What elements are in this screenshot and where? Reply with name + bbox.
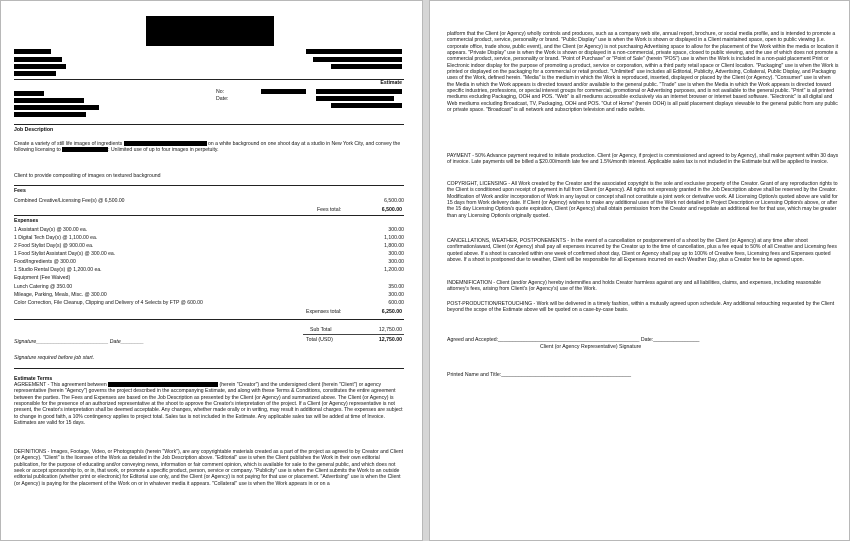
cancellations-paragraph: CANCELLATIONS, WEATHER, POSTPONEMENTS - In the event of a cancellation or postponement of a shoot by the Client (or Agency) at any time after shoot confirmation/award, Client (or Agency) shall pay all expenses incurred by the Creator up to the time of cancellation, plus a fee equal to 50% of all Creative and Licensing fees quoted above. If a shoot is canceled within one week of confirmed shoot day, Client or Agency shall pay up to 100% of Creative fees, Licensing fees and Expenses quoted above. If a shoot is postponed due to weather, Client will be responsible for all Expenses incurred on each Weather Day, plus a Creator fee to be agreed upon.: [447, 238, 837, 264]
redacted-client-line: [14, 98, 84, 103]
redacted-client-line: [14, 91, 44, 96]
expense-item: Equipment (Fee Waived): [14, 275, 71, 281]
copyright-paragraph: COPYRIGHT, LICENSING - All Work created by the Creator and the associated copyright is the sole and exclusive property of the Creator. Grant of any reproduction rights to the Client is conditioned upon receipt of payment in full from Client (or Agency). All rights not expressly granted in the Job Description above shall be reserved by the Creator. Modification of Work and/or incorporation of Work in any layout or concept shall not constitute a joint work or derivative work. All Licensing Option/s quoted above are valid for 15 days from Work delivery date. If Client (or Agency) wishes to make any additional uses of the Work not detailed in Project Description or Licensing Option/s above, or after the 15 day Licensing Option/s quote expiration, Client (or Agency) shall obtain permission from the Creator and negotiate an additional fee for that use, which may be greater than any Licensing Option/s originally quoted.: [447, 181, 838, 219]
signature-line[interactable]: Signature_________________________ Date________: [14, 339, 144, 345]
expense-item: 1 Assistant Day(s) @ 300.00 ea. 300.00: [14, 227, 404, 233]
redacted-contact-line: [331, 64, 402, 69]
redacted-address-line: [14, 71, 56, 76]
redacted-address-line: [14, 64, 66, 69]
header-divider: [14, 79, 404, 80]
post-production-paragraph: POST-PRODUCTION/RETOUCHING - Work will be delivered in a timely fashion, within a mutually agreed upon schedule. Any additional retouching requested by the Client beyond the scope of the Estimate above will be quoted on a case-by-case basis.: [447, 301, 835, 314]
job-description-note: Client to provide compositing of images on textured background: [14, 173, 161, 179]
section-divider: [14, 124, 404, 125]
redacted-estimate-info: [316, 96, 394, 101]
redacted-client-line: [14, 112, 86, 117]
expense-item: 2 Food Stylist Day(s) @ 900.00 ea. 1,800.00: [14, 243, 404, 249]
fees-heading: Fees: [14, 188, 26, 194]
expenses-total-value: 6,250.00: [381, 309, 402, 315]
section-divider: [14, 185, 404, 186]
section-divider: [14, 215, 404, 216]
expense-item: 1 Studio Rental Day(s) @ 1,200.00 ea. 1,200.00: [14, 267, 404, 273]
estimate-page-1: [0, 0, 423, 541]
estimate-page-2: [429, 0, 850, 541]
expense-item: Lunch Catering @ 350.00 350.00: [14, 284, 404, 290]
fees-total-value: 6,500.00: [381, 207, 402, 213]
estimate-number-label: No:: [216, 89, 225, 95]
indemnification-paragraph: INDEMNIFICATION - Client (and/or Agency) hereby indemnifies and holds Creator harmless against any and all liabilities, claims, and expenses, including reasonable attorney's fees, arising from Client's (or Agency's) use of the Work.: [447, 280, 821, 293]
signature-note: Signature required before job start.: [14, 355, 95, 361]
estimate-label: Estimate: [380, 80, 402, 86]
redacted-estimate-info: [331, 103, 402, 108]
total-label: Total (USD): [306, 337, 333, 343]
agreed-accepted-line[interactable]: Agreed and Accepted:_________________________________________________ Date:________________: [447, 337, 700, 343]
redacted-company-name: [14, 49, 51, 54]
expenses-heading: Expenses: [14, 218, 39, 224]
job-description-text: Create a variety of still life images of ingredients on a white background on one shoot day at a studio in New York City, and convey the following licensing to : Unlimited use of up to four images in perpetuity.: [14, 141, 401, 154]
redacted-contact-line: [306, 49, 402, 54]
redacted-client-name: [124, 141, 207, 146]
redacted-client-line: [14, 105, 99, 110]
section-divider: [14, 319, 404, 320]
redacted-address-line: [14, 57, 62, 62]
signature-caption: Client (or Agency Representative) Signature: [540, 344, 642, 350]
redacted-client-name: [62, 147, 108, 152]
total-value: 12,750.00: [378, 337, 402, 343]
agreement-paragraph: AGREEMENT - This agreement between (herein "Creator") and the undersigned client (herein "Client") or agency representative (herein "Agency") governs the project described in the accompanying Estimate, and along with these Terms & Conditions, constitutes the entire agreement between the parties. The Fees and Expenses are based on the Job Description as presented by the Client (or Agency) and summarized above. The Client (or Agency) is responsible for the presence of an authorized representative at the shoot to approve the Creator's interpretation of the project. If a Client (or Agency) representative is not present, the Creator's interpretation shall be deemed acceptable. Any changes, whether made orally or in writing, may result in additional charges. The expenses are subject to change in good faith, a 10% contingency applies to project total. Sales tax is not included in the Estimate. Any applicable sales tax will be added at time of Invoice. Estimates are valid for 15 days.: [14, 382, 403, 427]
fees-total-label: Fees total:: [317, 207, 342, 213]
redacted-estimate-info: [261, 89, 306, 94]
definitions-continued-paragraph: platform that the Client (or Agency) wholly controls and produces, such as a company web site, annual report, brochure, or social media profile, and is intended to promote a commercial product, service, personality or brand. "Public Display" use is when the Work is shown or displayed in a Client maintained space, open to public viewing (i.e. corporate office, trade show, public event), and the Client (or Agency) is not purchasing Advertising space to allow for the placement of the Work within the media or location it appears. "Private Display" use is when the Work is shown or displayed in a non-commercial, private space, closed to public viewing, and the use of which does not promote a commercial product, service, personality or brand. "Point of Purchase" or "Point of Sale" (herein "POS") use is when the Work is included in a non-paid placement Print or Electronic indoor display for the purpose of promoting a product, service or corporation, within a third party retail space or Client location. "Packaging" use is when the Work is printed or displayed on the packaging for a commercial or retail product. "Unlimited" use includes all Editorial, Publicity, Advertising, Collateral, Public Display, and Packaging uses of the Work, defined herein. "Media" is the medium in which the Work is reproduced, inserted, displayed or placed by the Client (or Agency). "Consumer" use is when the Media in which the Work appears is directed toward and/or available to the general public. "Trade" use is when the Media in which the Work appears is directed toward specific industries, professions, or special interest groups for commercial, promotional or Advertising purposes, and is not available to the general public. "Print" is all printed mediums excluding Packaging, OOH and POS. "Web" is all mediums accessible exclusively via an internet browser or internet based software. "Electronic" is all digital and Web mediums excluding Broadcast, TV, Packaging, OOH and POS. "Out of Home" (herein OOH) is all paid placement displays viewable to the general public from any public or private space. "Broadcast" is all network and subscription television and radio outlets.: [447, 31, 839, 114]
subtotal-value: 12,750.00: [378, 327, 402, 333]
subtotal-label: Sub Total: [310, 327, 332, 333]
expense-item: 1 Food Stylist Assistant Day(s) @ 300.00 ea. 300.00: [14, 251, 404, 257]
job-description-heading: Job Description: [14, 127, 54, 133]
expenses-total-label: Expenses total:: [306, 309, 342, 315]
estimate-terms-heading: Estimate Terms: [14, 376, 53, 382]
section-divider: [14, 368, 404, 369]
payment-paragraph: PAYMENT - 50% Advance payment required to initiate production. Client (or Agency, if project is commissioned and agreed to by Agency), shall make payment within 30 days of invoice. Late payments will be billed a $20.00/month late fee and 1.5%/month interest. Applicable sales tax is not included in the Estimate but will be applied to invoice.: [447, 153, 839, 166]
expense-item: Color Correction, File Cleanup, Clipping and Delivery of 4 Selects by FTP @ 600.00 600.00: [14, 300, 404, 306]
expense-item: Food/Ingredients @ 300.00 300.00: [14, 259, 404, 265]
totals-divider: [303, 334, 404, 335]
expense-item: 1 Digital Tech Day(s) @ 1,100.00 ea. 1,100.00: [14, 235, 404, 241]
redacted-creator-name: [108, 382, 218, 387]
redacted-logo: [146, 16, 274, 46]
printed-name-line[interactable]: Printed Name and Title:_____________________________________________: [447, 372, 632, 378]
redacted-contact-line: [313, 57, 402, 62]
estimate-date-label: Date:: [216, 96, 229, 102]
redacted-estimate-info: [316, 89, 402, 94]
fee-item: Combined Creative/Licensing Fee(s) @ 6,500.00 6,500.00: [14, 198, 404, 204]
definitions-paragraph: DEFINITIONS - Images, Footage, Video, or Photograph/s (herein "Work"), are any copyrightable materials created as a part of the project as agreed to by Creator and Client (or Agency). "Client" is the licensee of the Work as detailed in the Job Description above. "Editorial" use is when the Client publishes the Work in their own editorial publication, for the purpose of educating and/or conveying news, information or fair comment opinion, which is available for sale to the general public, and which does not seek or accept sponsorship to, or in, that work, or promote a specific product, person, service or company. "Publicity" use is when the Client submits the Work to an outside editorial publication (whether print or electronic) for Editorial use only, and the Client (or Agency) is not paying for that use or placement. "Advertising" use is when the Client (or Agency) is paying for the placement of the Work on or in whatever media it appears. "Collateral" use is when the Work appears in or on a: [14, 449, 404, 487]
expense-item: Mileage, Parking, Meals, Misc. @ 300.00 300.00: [14, 292, 404, 298]
